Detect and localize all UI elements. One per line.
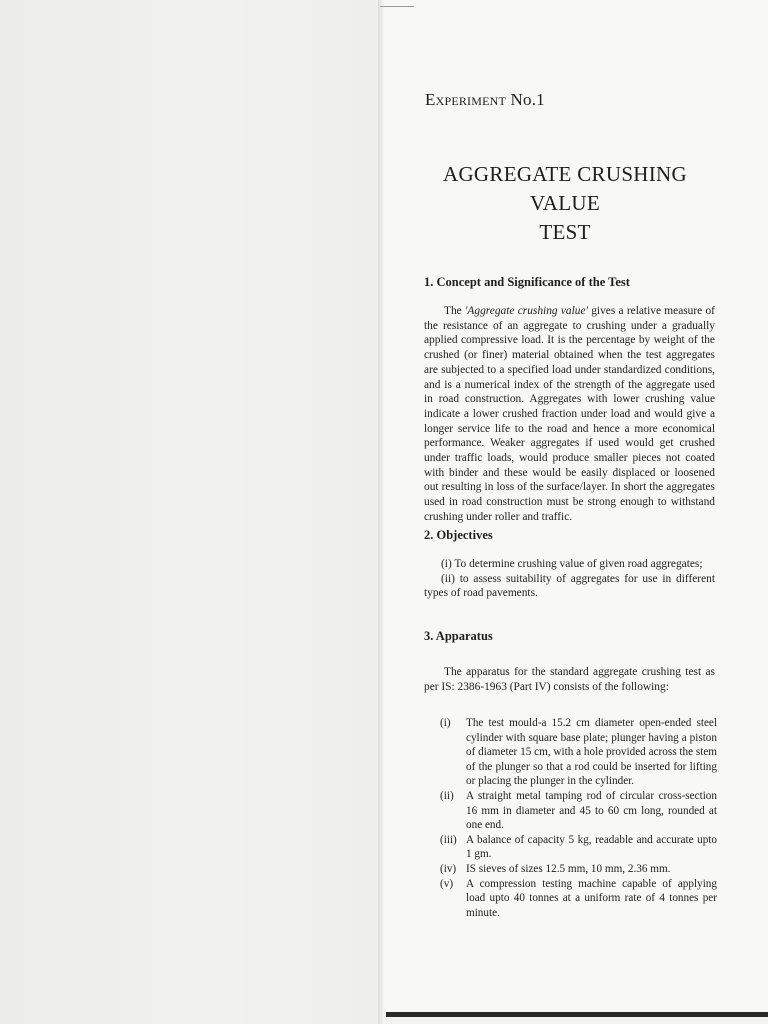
concept-body: gives a relative measure of the resistance of an aggregate to crushing under a gradually applied compressive load. It is the percentage by weight of the crushed (or finer) material obtained when the test aggregates are subjected to a specified load under standardized conditions, and is a numerical index of the strength of the aggregate used in road construction. Aggregates with lower crushing value indicate a lower crushed fraction under load and would give a longer service life to the road and hence a more economical performance. Weaker aggregates if used would get crushed under traffic loads, would produce smaller pieces not coated with binder and these would be easily displaced or loosened out resulting in loss of the surface/layer. In short the aggregates used in road construction must be strong enough to withstand crushing under roller and traffic.	[424, 305, 715, 523]
objectives-list	[424, 557, 715, 601]
apparatus-item	[424, 716, 717, 789]
item-text: IS sieves of sizes 12.5 mm, 10 mm, 2.36 mm.	[466, 862, 671, 875]
item-number: (v)	[440, 877, 454, 890]
item-number: (ii)	[440, 789, 454, 802]
experiment-prefix: Experiment	[425, 90, 507, 109]
item-text: The test mould-a 15.2 cm diameter open-ended steel cylinder with square base plate; plunger having a piston of diameter 15 cm, with a hole provided across the stem of the plunger so that a rod could be inserted for lifting or placing the plunger in the cylinder.	[466, 717, 717, 788]
apparatus-intro-text: The apparatus for the standard aggregate crushing test as per IS: 2386-1963 (Part IV) consists of the following:	[424, 666, 715, 693]
page-bottom-edge	[386, 1012, 768, 1017]
apparatus-item	[424, 862, 717, 877]
concept-heading: 1. Concept and Significance of the Test	[424, 275, 630, 289]
title-line-1: AGGREGATE CRUSHING VALUE	[443, 162, 687, 215]
apparatus-heading: 3. Apparatus	[424, 629, 493, 643]
apparatus-list	[424, 716, 717, 920]
item-number: (i)	[440, 717, 451, 729]
concept-term: 'Aggregate crushing value'	[464, 305, 588, 317]
item-text: A compression testing machine capable of applying load upto 40 tonnes at a uniform rate of 4 tonnes per minute.	[466, 877, 717, 919]
concept-lead: The	[444, 305, 465, 317]
apparatus-intro	[424, 665, 715, 694]
concept-paragraph	[424, 304, 715, 525]
experiment-label	[425, 90, 545, 110]
apparatus-item	[424, 877, 717, 921]
title-line-2: TEST	[539, 220, 591, 244]
item-text: A balance of capacity 5 kg, readable and accurate upto 1 gm.	[466, 833, 717, 861]
item-number: (iv)	[440, 862, 457, 875]
objective-item: (ii) to assess suitability of aggregates for use in different types of road pavements.	[424, 572, 715, 600]
left-page-blank	[0, 0, 380, 1024]
page-edge-mark	[380, 6, 414, 7]
experiment-number: No.1	[510, 90, 545, 109]
item-number: (iii)	[440, 833, 457, 846]
objective-item: (i) To determine crushing value of given road aggregates;	[441, 558, 703, 570]
apparatus-item	[424, 789, 717, 833]
objectives-heading: 2. Objectives	[424, 528, 493, 542]
page-title	[420, 160, 710, 247]
apparatus-item	[424, 833, 717, 862]
item-text: A straight metal tamping rod of circular cross-section 16 mm in diameter and 45 to 60 cm long, rounded at one end.	[466, 789, 717, 832]
